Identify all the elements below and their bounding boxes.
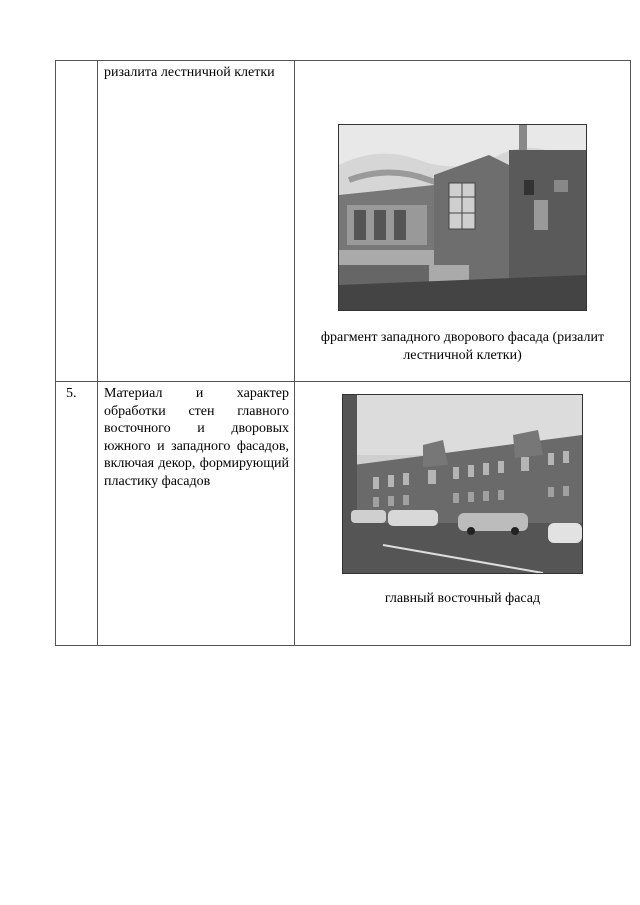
photo-caption: фрагмент западного дворового фасада (ризалит лестничной клетки) (320, 330, 605, 363)
object-description-table (55, 60, 631, 646)
table-row (56, 61, 631, 382)
main-east-facade-photo (342, 394, 583, 574)
photo-cell (295, 61, 631, 382)
row-description: ризалита лестничной клетки (98, 61, 295, 382)
row-number (56, 61, 98, 382)
photo-cell (295, 382, 631, 646)
table-row (56, 382, 631, 646)
photo-caption: главный восточный фасад (384, 591, 541, 606)
west-courtyard-facade-photo (338, 124, 587, 311)
row-description: Материал и характер обработки стен главного восточного и дворовых южного и западного фасадов, включая декор, формирующий пластику фасадов (98, 382, 295, 646)
row-number: 5. (56, 382, 98, 646)
